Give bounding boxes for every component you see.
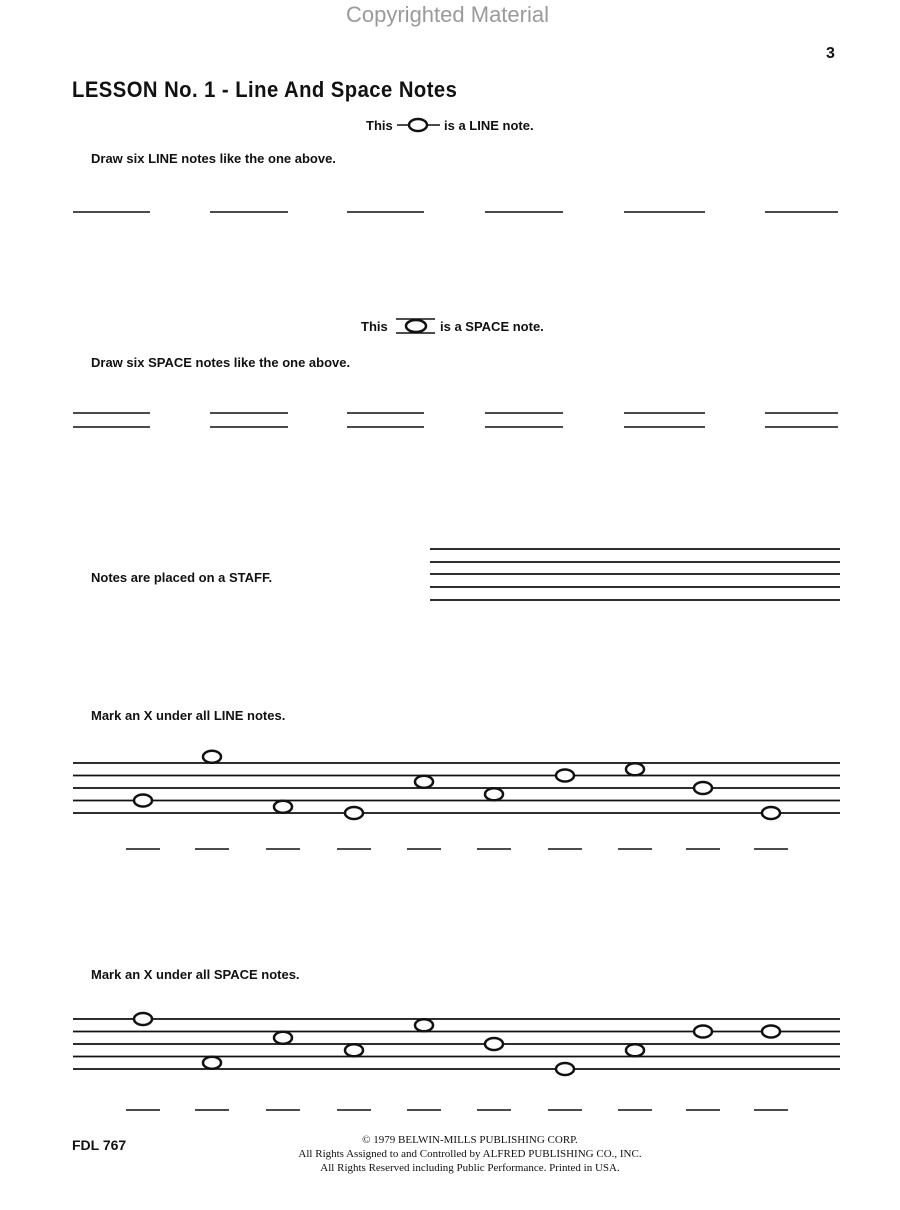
copyright-watermark: Copyrighted Material — [346, 2, 549, 27]
exercise1-line-note — [345, 807, 363, 819]
exercise1-space-note — [134, 795, 152, 807]
exercise2-space-note — [415, 1019, 433, 1031]
exercise2-line-note — [694, 1026, 712, 1038]
exercise1-line-note — [762, 807, 780, 819]
exercise1-instruction: Mark an X under all LINE notes. — [91, 708, 286, 723]
space-note-instruction: Draw six SPACE notes like the one above. — [91, 355, 351, 370]
exercise1-space-note — [274, 801, 292, 813]
exercise1-space-note — [415, 776, 433, 788]
exercise1-space-note — [203, 751, 221, 763]
space-note-this-label: This — [361, 319, 388, 334]
exercise2-line-note — [485, 1038, 503, 1050]
line-note-this-label: This — [366, 118, 393, 133]
catalog-code: FDL 767 — [72, 1137, 127, 1153]
exercise2-space-note — [274, 1032, 292, 1044]
space-note-caption: is a SPACE note. — [440, 319, 544, 334]
exercise1-line-note — [556, 770, 574, 782]
exercise1-space-note — [485, 788, 503, 800]
copyright-line: © 1979 BELWIN-MILLS PUBLISHING CORP. — [362, 1134, 578, 1146]
page-number: 3 — [826, 45, 835, 62]
lesson-title: LESSON No. 1 - Line And Space Notes — [72, 77, 458, 102]
line-note-instruction: Draw six LINE notes like the one above. — [91, 151, 336, 166]
exercise1-line-note — [694, 782, 712, 794]
exercise2-line-note — [134, 1013, 152, 1025]
line-note-caption: is a LINE note. — [444, 118, 534, 133]
exercise2-line-note — [556, 1063, 574, 1075]
exercise2-space-note — [203, 1057, 221, 1069]
exercise2-line-note — [762, 1026, 780, 1038]
exercise2-space-note — [626, 1044, 644, 1056]
copyright-line: All Rights Assigned to and Controlled by ALFRED PUBLISHING CO., INC. — [298, 1148, 642, 1160]
copyright-line: All Rights Reserved including Public Performance. Printed in USA. — [320, 1162, 620, 1174]
staff-description: Notes are placed on a STAFF. — [91, 570, 273, 585]
exercise1-space-note — [626, 763, 644, 775]
exercise2-space-note — [345, 1044, 363, 1056]
exercise2-instruction: Mark an X under all SPACE notes. — [91, 967, 300, 982]
